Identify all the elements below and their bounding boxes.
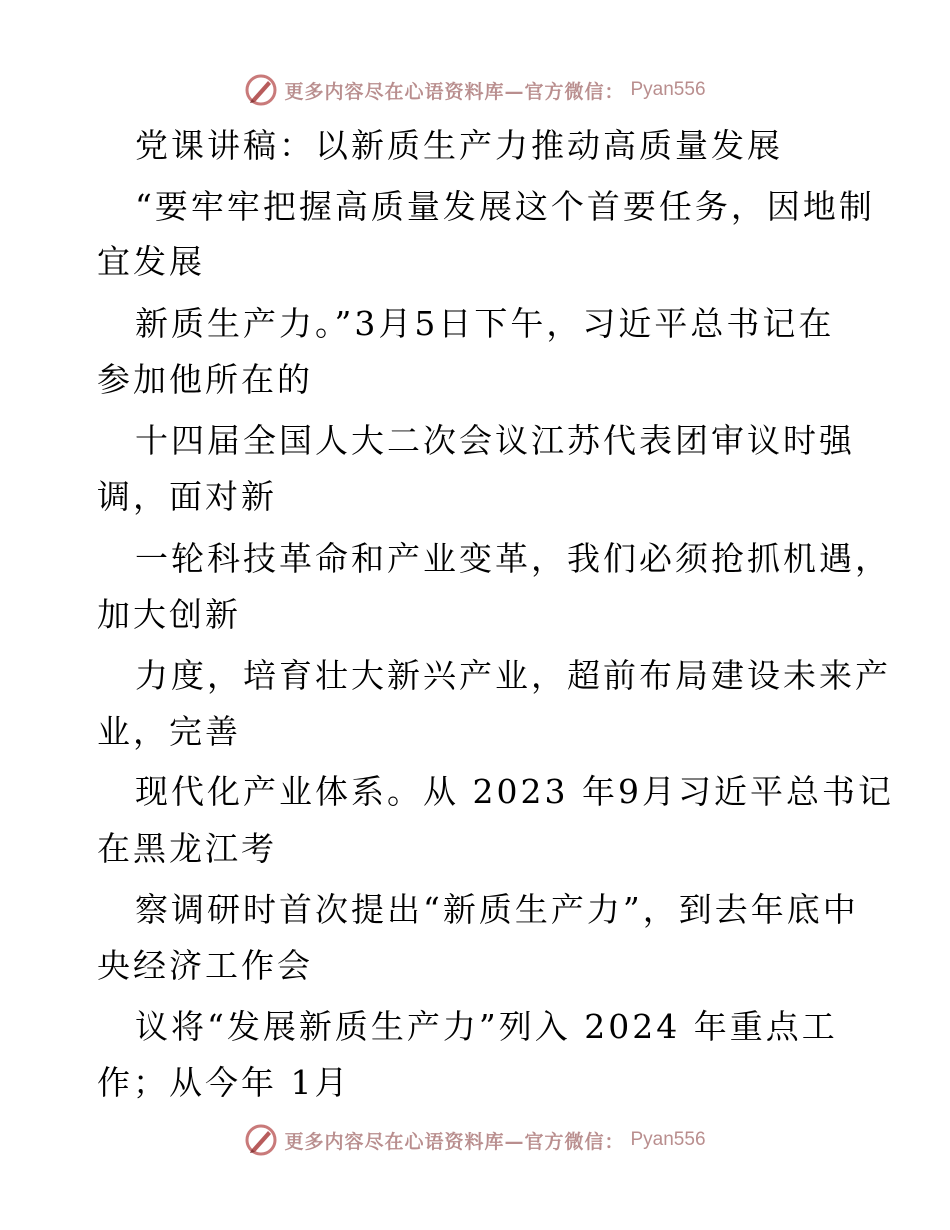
text-line: 加大创新 — [97, 595, 241, 634]
document-title: 党课讲稿：以新质生产力推动高质量发展 — [135, 126, 783, 165]
text-line: 现代化产业体系。从 2023 年9月习近平总书记 — [135, 772, 894, 811]
text-line: 央经济工作会 — [97, 946, 313, 985]
text-line: 十四届全国人大二次会议江苏代表团审议时强 — [135, 421, 855, 460]
text-line: 在黑龙江考 — [97, 829, 277, 868]
pen-logo-icon — [244, 1123, 278, 1157]
text-line: 调，面对新 — [97, 477, 277, 516]
text-line: 宜发展 — [97, 242, 205, 281]
text-line: 新质生产力。”3月5日下午，习近平总书记在 — [135, 304, 835, 343]
text-line: 察调研时首次提出“新质生产力”，到去年底中 — [135, 890, 859, 929]
watermark-text: 更多内容尽在心语资料库—官方微信： — [284, 80, 625, 103]
text-line: 业，完善 — [97, 712, 241, 751]
text-line: 作；从今年 1月 — [97, 1063, 351, 1102]
text-line: 议将“发展新质生产力”列入 2024 年重点工 — [135, 1007, 838, 1046]
text-line: 一轮科技革命和产业变革，我们必须抢抓机遇， — [135, 539, 891, 578]
text-line: 参加他所在的 — [97, 360, 313, 399]
watermark-wechat-id: Pyan556 — [630, 1129, 706, 1150]
footer-watermark — [0, 1120, 950, 1160]
text-line: 力度，培育壮大新兴产业，超前布局建设未来产 — [135, 656, 891, 695]
watermark-text: 更多内容尽在心语资料库—官方微信： — [284, 1130, 625, 1153]
watermark-wechat-id: Pyan556 — [630, 79, 706, 100]
text-line: “要牢牢把握高质量发展这个首要任务，因地制 — [135, 187, 875, 226]
